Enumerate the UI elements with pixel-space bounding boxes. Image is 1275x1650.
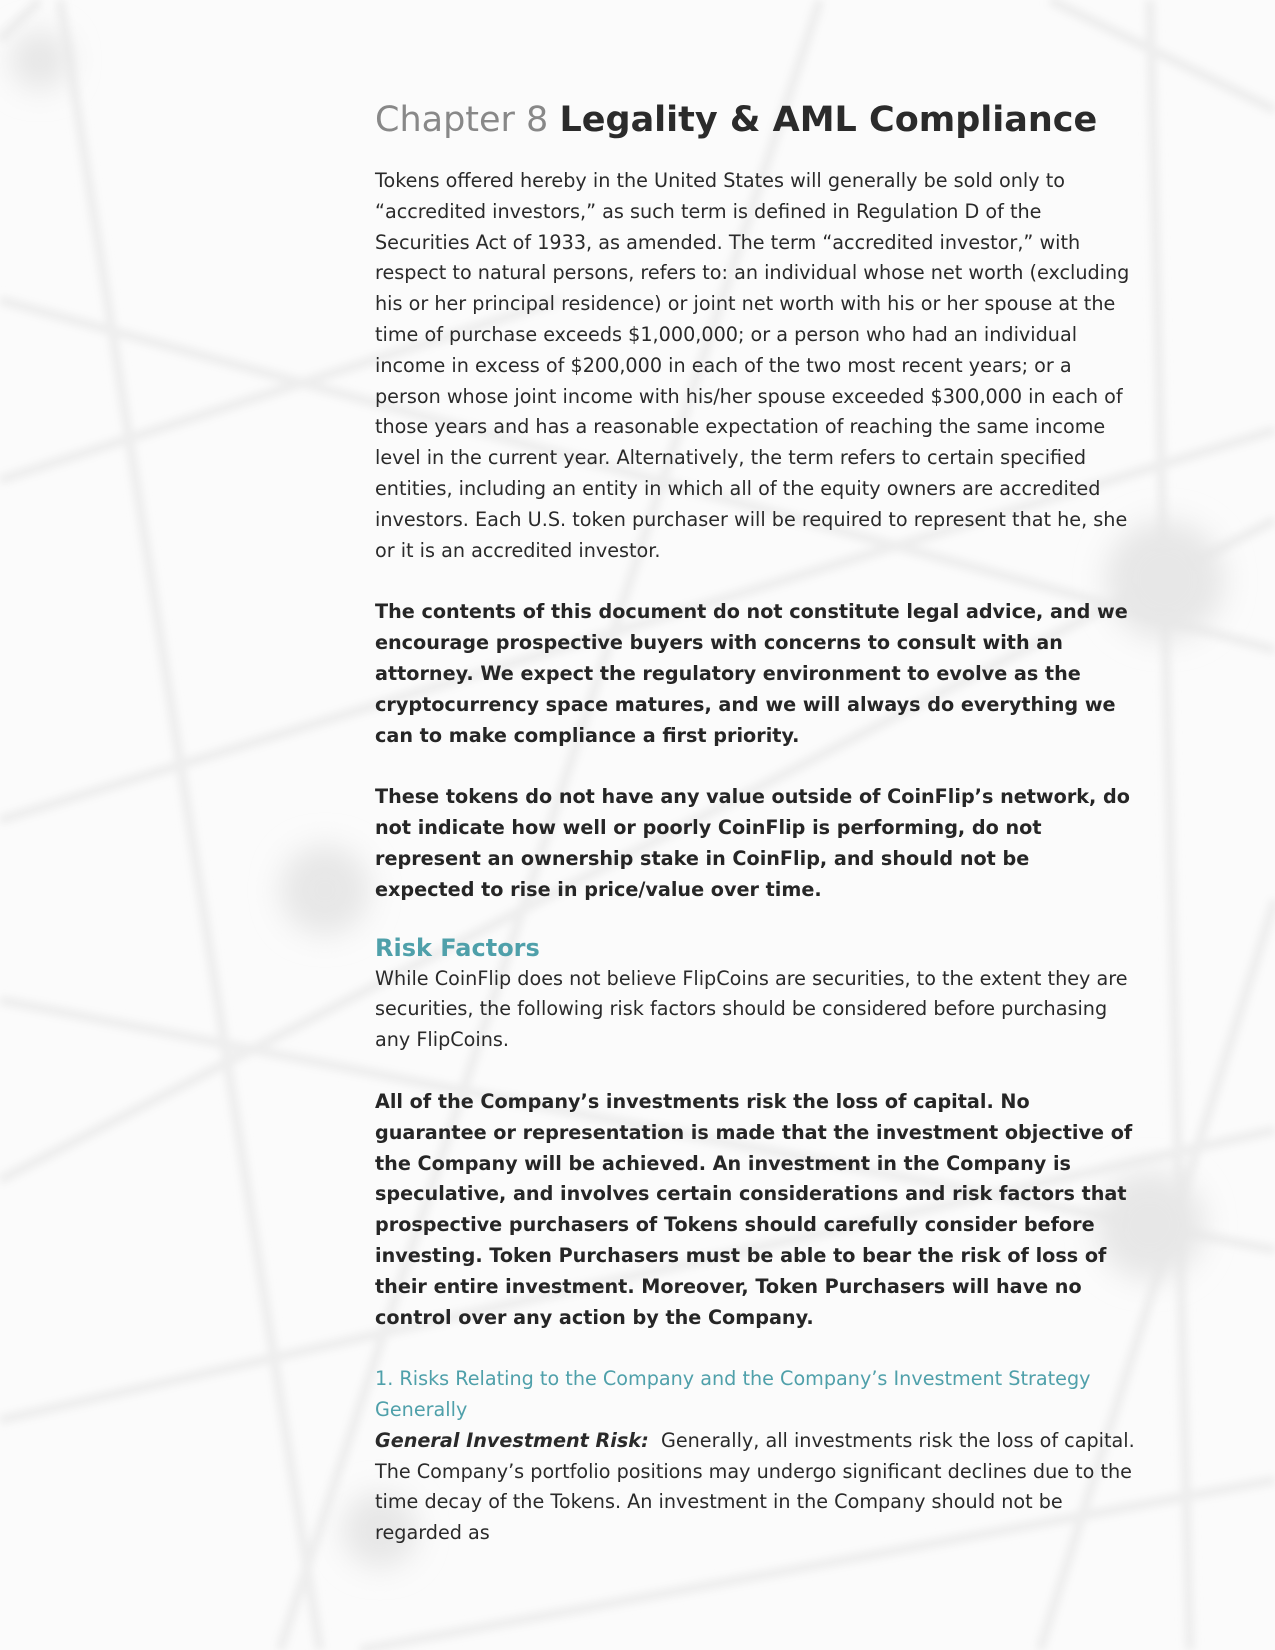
- legal-advice-paragraph: The contents of this document do not constitute legal advice, and we encourage prospective buyers with concerns to consult with an attorney. We expect the regulatory environment to evolve as the cryptocurrency space matures, and we will always do everything we can to make compliance a first priority.: [375, 600, 1128, 747]
- general-investment-risk-label: General Investment Risk:: [375, 1428, 649, 1452]
- token-value-paragraph: These tokens do not have any value outside of CoinFlip’s network, do not indicate how well or poorly CoinFlip is performing, do not represent an ownership stake in CoinFlip, and should not be expected to rise in price/value over time.: [375, 785, 1130, 901]
- general-investment-risk-paragraph: [375, 1426, 1147, 1549]
- document-body: [375, 96, 1147, 1549]
- chapter-label: Chapter 8: [375, 100, 549, 140]
- risk-factors-intro: While CoinFlip does not believe FlipCoins are securities, to the extent they are securities, the following risk factors should be considered before purchasing any FlipCoins.: [375, 966, 1128, 1052]
- chapter-title: [375, 96, 1135, 144]
- risk-factors-heading: Risk Factors: [375, 933, 540, 962]
- chapter-name: Legality & AML Compliance: [559, 100, 1098, 140]
- capital-risk-paragraph: All of the Company’s investments risk the loss of capital. No guarantee or representation is made that the investment objective of the Company will be achieved. An investment in the Company is speculative, and involves certain considerations and risk factors that prospective purchasers of Tokens should carefully consider before investing. Token Purchasers must be able to bear the risk of loss of their entire investment. Moreover, Token Purchasers will have no control over any action by the Company.: [375, 1089, 1133, 1329]
- accredited-investors-paragraph: Tokens offered hereby in the United States will generally be sold only to “accredited investors,” as such term is defined in Regulation D of the Securities Act of 1933, as amended. The term “accredited investor,” with respect to natural persons, refers to: an individual whose net worth (excluding his or her principal residence) or joint net worth with his or her spouse at the time of purchase exceeds $1,000,000; or a person who had an individual income in excess of $200,000 in each of the two most recent years; or a person whose joint income with his/her spouse exceeded $300,000 in each of those years and has a reasonable expectation of reaching the same income level in the current year. Alternatively, the term refers to certain specified entities, including an entity in which all of the equity owners are accredited investors. Each U.S. token purchaser will be required to represent that he, she or it is an accredited investor.: [375, 169, 1130, 562]
- risk-subsection-heading: 1. Risks Relating to the Company and the Company’s Investment Strategy Generally: [375, 1367, 1091, 1422]
- general-investment-risk-text: Generally, all investments risk the loss of capital. The Company’s portfolio positions may undergo significant declines due to the time decay of the Tokens. An investment in the Company should not be regarded as: [375, 1428, 1147, 1545]
